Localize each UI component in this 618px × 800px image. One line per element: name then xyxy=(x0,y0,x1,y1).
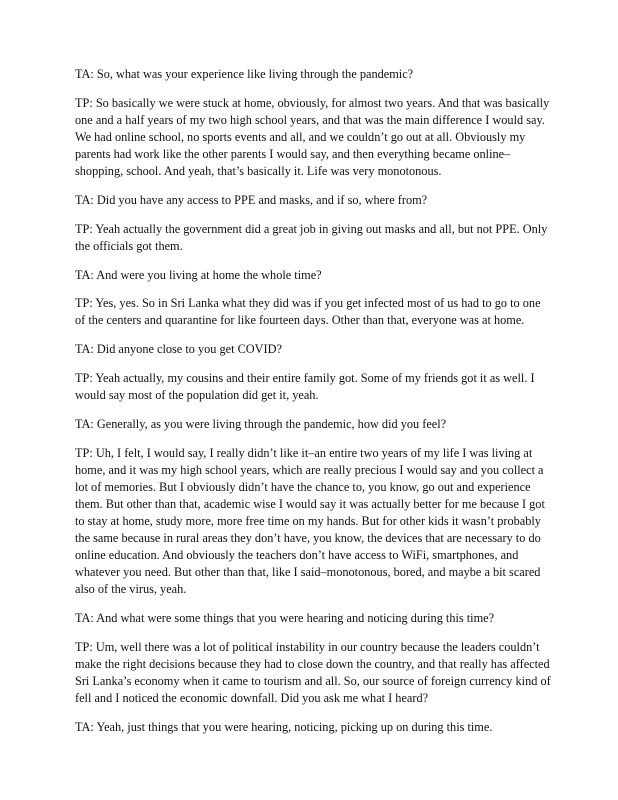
transcript-paragraph-11: TA: And what were some things that you were hearing and noticing during this time? xyxy=(75,611,495,626)
transcript-paragraph-6: TP: Yes, yes. So in Sri Lanka what they did was if you get infected most of us had to go to one of the centers and quarantine for like fourteen days. Other than that, everyone was at home. xyxy=(75,296,541,328)
transcript-paragraph-7: TA: Did anyone close to you get COVID? xyxy=(75,342,282,357)
transcript-paragraph-3: TA: Did you have any access to PPE and masks, and if so, where from? xyxy=(75,192,428,207)
transcript-paragraph-1: TA: So, what was your experience like living through the pandemic? xyxy=(75,67,414,81)
transcript-paragraph-4: TP: Yeah actually the government did a great job in giving out masks and all, but not PPE. Only the officials got them. xyxy=(75,221,548,253)
transcript-paragraph-10: TP: Uh, I felt, I would say, I really didn’t like it–an entire two years of my life I was living at home, and it was my high school years, which are really precious I would say and you collect a lot of memories. But I obviously didn’t have the chance to, you know, go out and experience them. But other than that, academic wise I would say it was actually better for me because I got to stay at home, study more, more free time on my hands. But for other kids it wasn’t probably the same because in rural areas they don’t have, you know, the devices that are necessary to do online education. And obviously the teachers don’t have access to WiFi, smartphones, and whatever you need. But other than that, like I said–monotonous, bored, and maybe a bit scared also of the virus, yeah. xyxy=(75,445,545,597)
transcript-paragraph-12: TP: Um, well there was a lot of political instability in our country because the leaders couldn’t make the right decisions because they had to close down the country, and that really has affected Sri Lanka’s economy when it came to tourism and all. So, our source of foreign currency kind of fell and I noticed the economic downfall. Did you ask me what I heard? xyxy=(75,640,551,706)
transcript-paragraph-2: TP: So basically we were stuck at home, obviously, for almost two years. And that was basically one and a half years of my two high school years, and that was the main difference I would say. We had online school, no sports events and all, and we couldn’t go out at all. Obviously my parents had work like the other parents I would say, and then everything became online–shopping, school. And yeah, that’s basically it. Life was very monotonous. xyxy=(75,95,550,179)
transcript-paragraph-9: TA: Generally, as you were living through the pandemic, how did you feel? xyxy=(75,416,447,431)
transcript-paragraph-8: TP: Yeah actually, my cousins and their entire family got. Some of my friends got it as well. I would say most of the population did get it, yeah. xyxy=(75,371,535,403)
transcript-paragraph-13: TA: Yeah, just things that you were hearing, noticing, picking up on during this time. xyxy=(75,720,493,735)
transcript-page xyxy=(75,66,553,748)
transcript-paragraph-5: TA: And were you living at home the whole time? xyxy=(75,267,322,282)
